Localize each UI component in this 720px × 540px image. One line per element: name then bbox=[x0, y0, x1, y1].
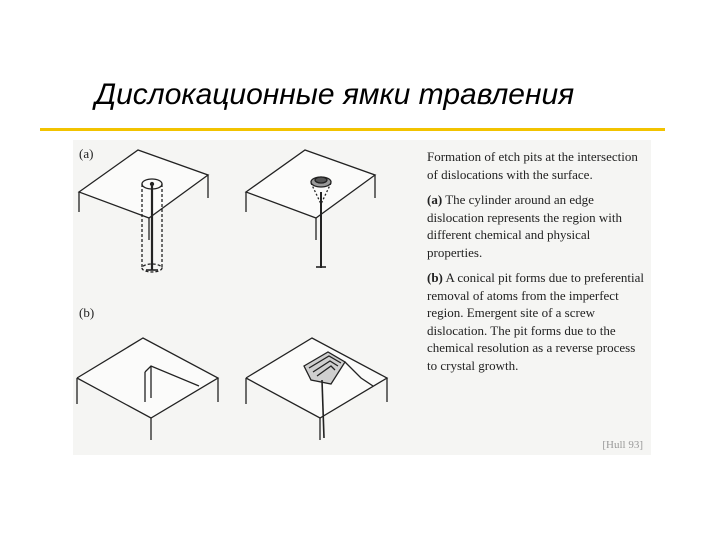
title-underline bbox=[40, 128, 665, 131]
block-b1-screw-dislocation-step bbox=[77, 338, 218, 440]
caption-part-a bbox=[427, 191, 647, 261]
caption-intro: Formation of etch pits at the intersection of dislocations with the surface. bbox=[427, 149, 638, 182]
etch-pit-figure bbox=[73, 140, 651, 455]
caption-a-text: The cylinder around an edge dislocation represents the region with different chemical and physical properties. bbox=[427, 192, 622, 260]
panel-b-label: (b) bbox=[79, 305, 95, 320]
caption-b-text: A conical pit forms due to preferential removal of atoms from the imperfect region. Emergent site of a screw dislocation. The pit forms due to the chemical resolution as a reverse process to crystal growth. bbox=[427, 270, 644, 373]
caption-b-marker: (b) bbox=[427, 270, 443, 285]
caption-part-b bbox=[427, 269, 647, 374]
figure-citation: [Hull 93] bbox=[602, 439, 643, 451]
block-a2-conical-pit bbox=[246, 150, 375, 268]
block-a1-edge-dislocation-cylinder bbox=[79, 150, 208, 272]
panel-a-label: (a) bbox=[79, 146, 94, 161]
block-b2-spiral-etch-pit bbox=[246, 338, 387, 440]
slide-title: Дислокационные ямки травления bbox=[95, 78, 575, 111]
figure-caption bbox=[427, 148, 647, 382]
caption-a-marker: (a) bbox=[427, 192, 443, 207]
